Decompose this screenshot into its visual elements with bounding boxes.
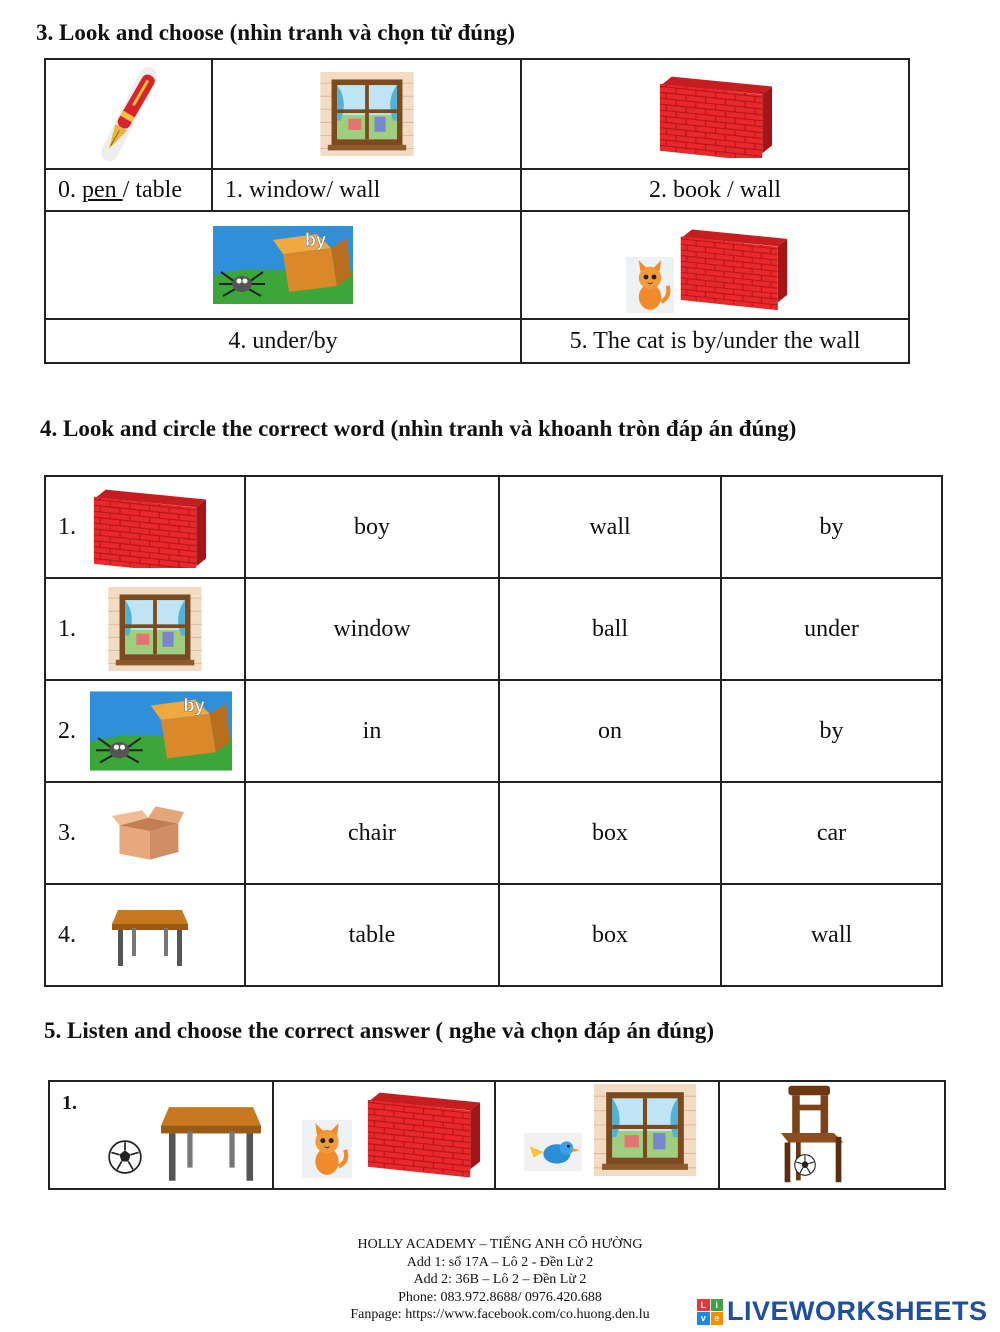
row-number: 2. [58,717,76,744]
spider-box-picture-cell [45,211,521,319]
table-row [45,578,942,680]
row-number: 1. [58,513,76,540]
brick-wall-picture [677,215,789,315]
row-number: 1. [58,615,76,642]
pen-picture [89,66,169,162]
cat-picture [625,257,675,313]
window-picture-cell [212,59,521,169]
cat-picture [302,1118,352,1180]
option-word[interactable]: box [499,782,721,884]
section5-picture-strip [48,1080,944,1188]
option-word[interactable]: car [721,782,942,884]
example-prefix: 0. [58,176,82,203]
option-picture-cat-by-wall[interactable] [274,1080,494,1188]
ball-picture [108,1140,142,1174]
section4-table [44,475,943,987]
table-row [45,782,942,884]
option-word[interactable]: window [245,578,499,680]
window-picture [318,72,416,156]
brick-wall-picture [656,70,774,158]
table-picture [110,899,190,971]
option-word[interactable]: in [245,680,499,782]
section4-heading: 4. Look and circle the correct word (nhìn tranh và khoanh tròn đáp án đúng) [40,416,797,441]
wall-picture-cell [521,59,909,169]
question-number: 1. [62,1092,77,1114]
item-2[interactable]: 2. book / wall [521,169,909,211]
option-picture-bird-by-window[interactable] [496,1080,718,1188]
option-word[interactable]: chair [245,782,499,884]
option-word[interactable]: ball [499,578,721,680]
option-picture-ball-under-chair[interactable] [720,1080,942,1188]
section5-heading: 5. Listen and choose the correct answer ( nghe và chọn đáp án đúng) [44,1018,715,1043]
example-item [45,169,212,211]
cat-wall-picture-cell [521,211,909,319]
table-row [45,680,942,782]
spider-by-box-picture [90,691,232,771]
item-5[interactable]: 5. The cat is by/under the wall [521,319,909,363]
option-word[interactable]: by [721,680,942,782]
ball-picture [794,1154,816,1176]
row-number: 4. [58,921,76,948]
brick-wall-picture [364,1080,482,1180]
footer-line: Phone: 083.972.8688/ 0976.420.688 [398,1289,602,1305]
footer-line: Add 1: số 17A – Lô 2 - Đền Lừ 2 [406,1254,594,1270]
spider-by-box-picture [213,225,353,305]
item-1[interactable]: 1. window/ wall [212,169,521,211]
bird-picture [524,1132,582,1172]
liveworksheets-wordmark: LIVEWORKSHEETS [727,1296,988,1326]
section3-table [44,58,910,364]
option-word[interactable]: under [721,578,942,680]
footer-line: Fanpage: https://www.facebook.com/co.huong.den.lu [350,1307,650,1322]
option-word[interactable]: wall [721,884,942,986]
item-4[interactable]: 4. under/by [45,319,521,363]
example-answer: pen [82,176,123,203]
option-picture-ball-by-table[interactable] [78,1080,272,1188]
section3-heading: 3. Look and choose (nhìn tranh và chọn từ đúng) [36,20,516,45]
table-row [45,476,942,578]
option-word[interactable]: by [721,476,942,578]
liveworksheets-logo[interactable] [697,1296,988,1327]
table-row [45,884,942,986]
cardboard-box-picture [110,804,186,862]
option-word[interactable]: on [499,680,721,782]
table-picture [156,1094,266,1186]
row-number: 3. [58,819,76,846]
example-suffix: / table [122,176,182,203]
option-word[interactable]: table [245,884,499,986]
option-word[interactable]: boy [245,476,499,578]
liveworksheets-logo-icon: L i v e [697,1299,723,1325]
pen-picture-cell [45,59,212,169]
footer-line: Add 2: 36B – Lô 2 – Đền Lừ 2 [413,1272,587,1287]
footer-line: HOLLY ACADEMY – TIẾNG ANH CÔ HƯỜNG [357,1237,643,1252]
brick-wall-picture [90,486,208,568]
option-word[interactable]: box [499,884,721,986]
window-picture [584,1084,706,1176]
window-picture [106,587,204,671]
option-word[interactable]: wall [499,476,721,578]
